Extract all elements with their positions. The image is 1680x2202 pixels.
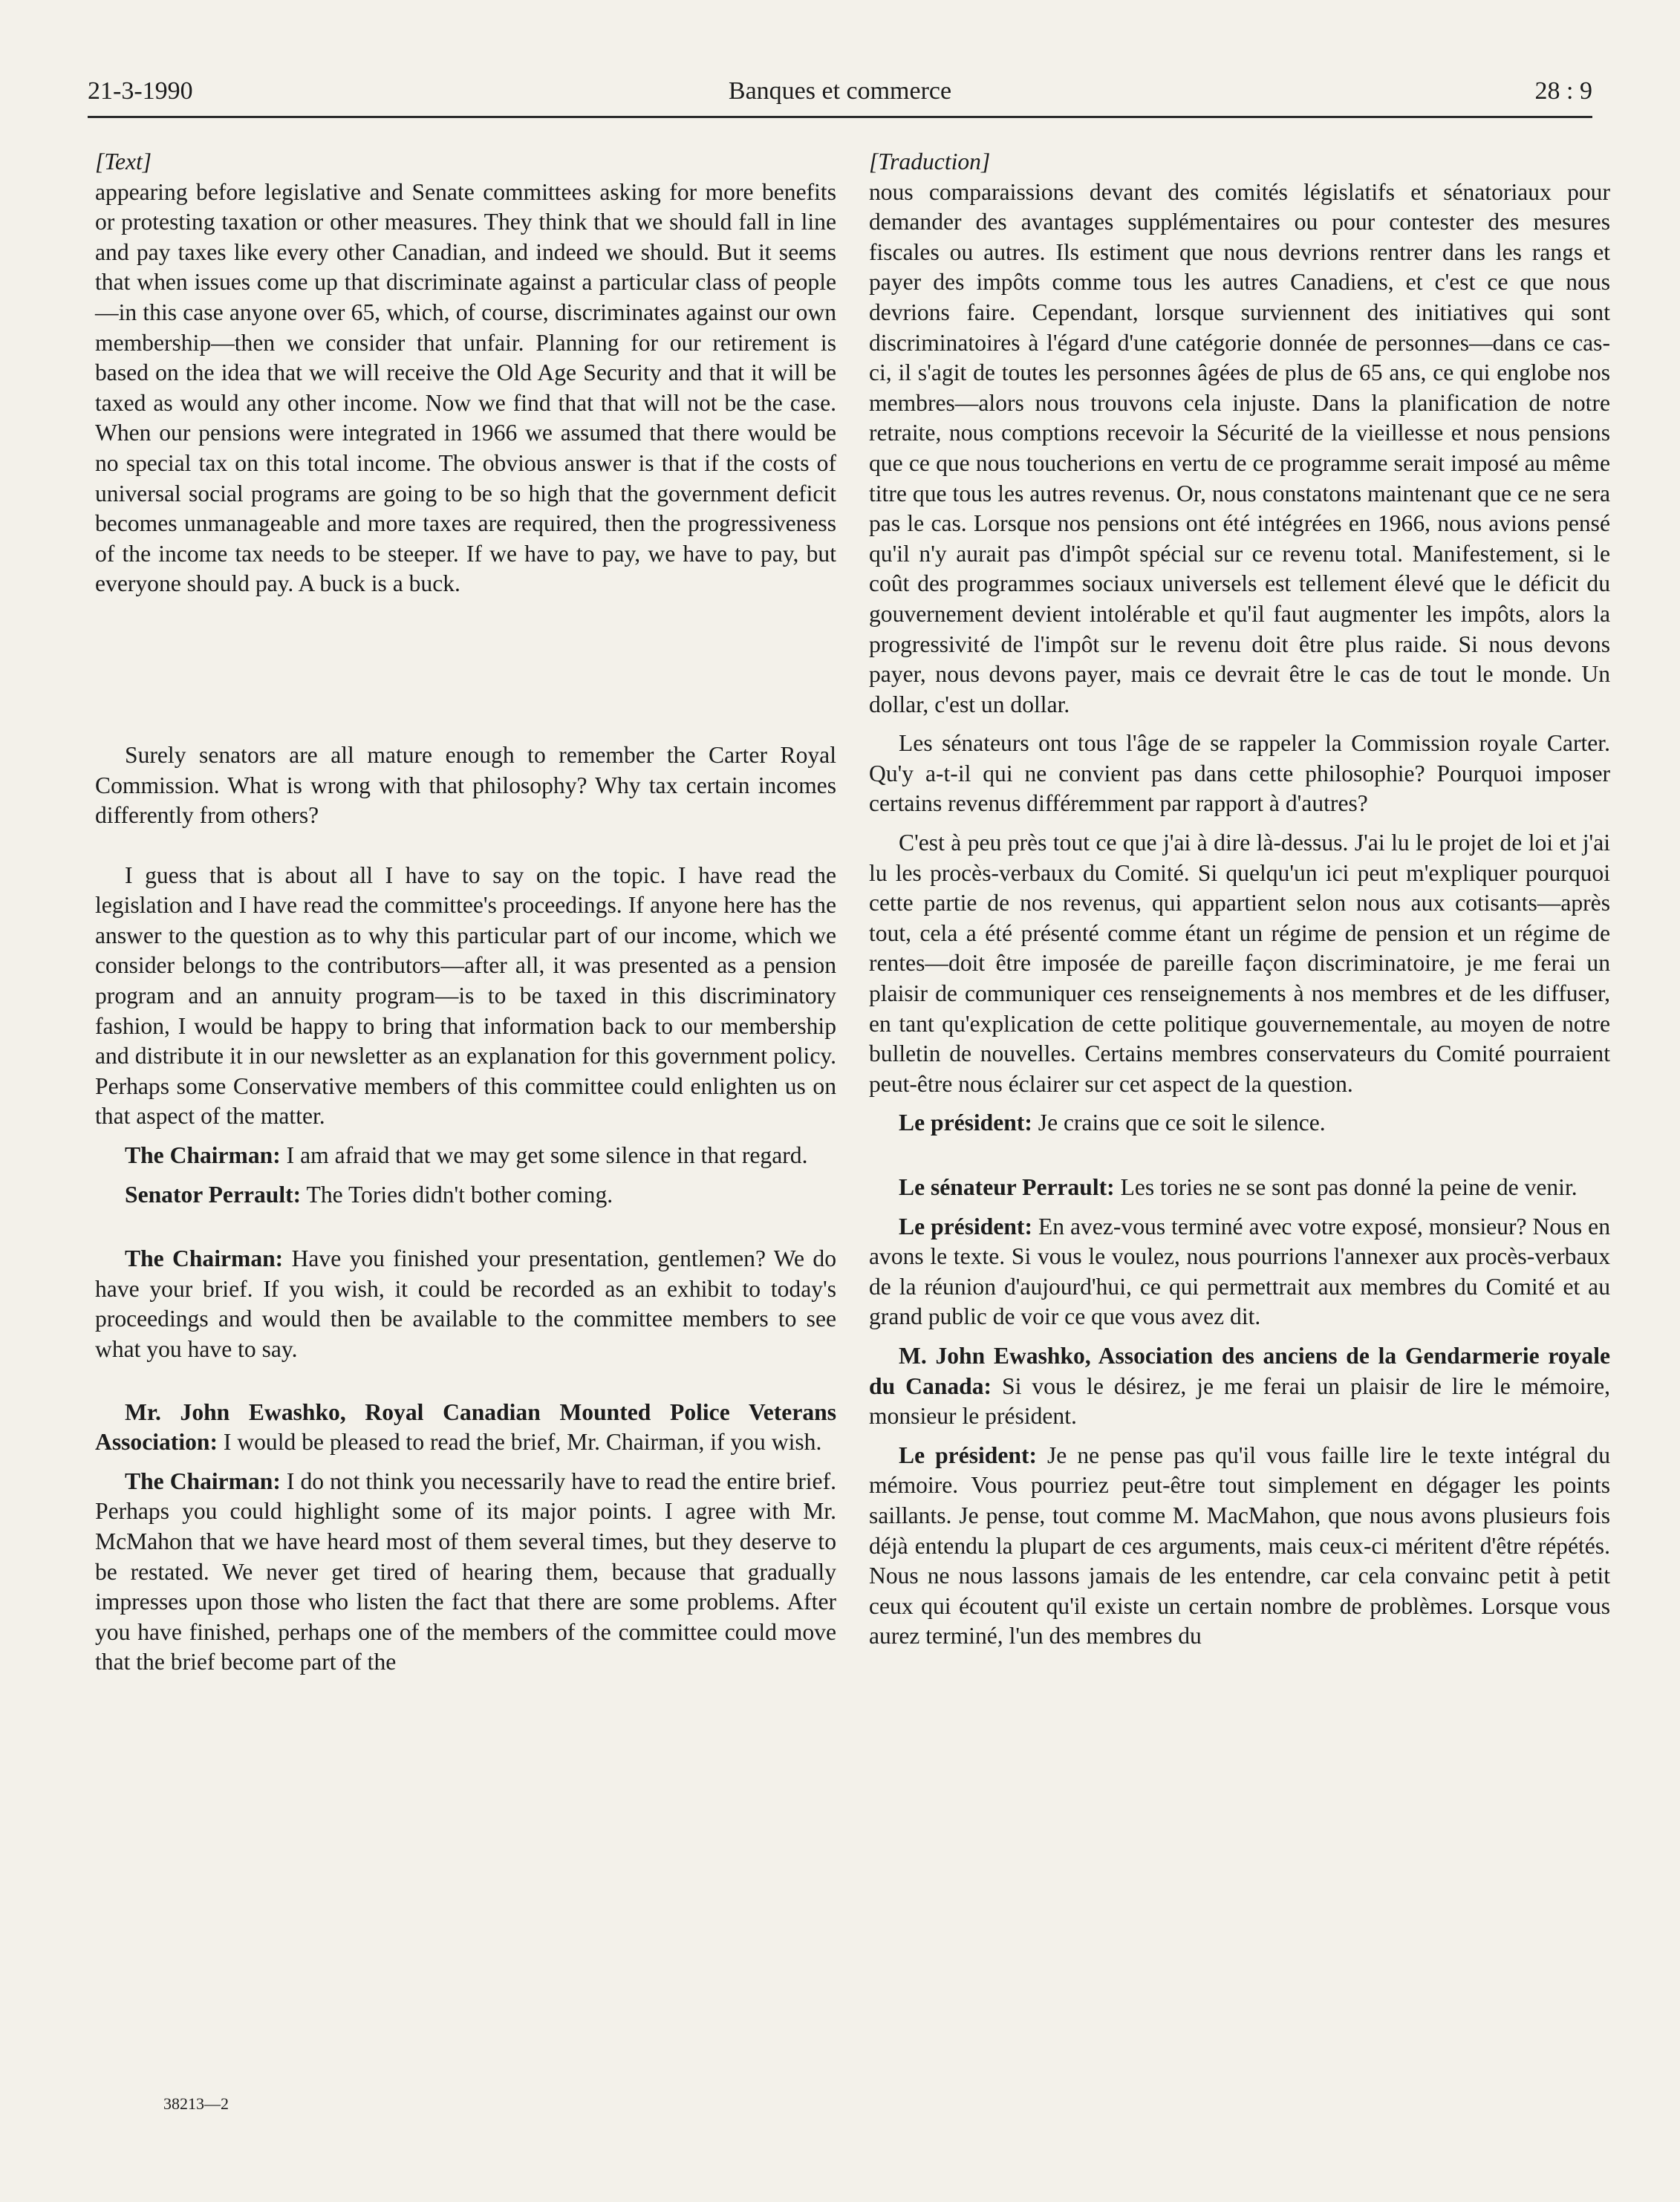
french-column: [869, 147, 1610, 1652]
speaker-name: Senator Perrault:: [125, 1181, 302, 1208]
footer-code: 38213—2: [163, 2094, 229, 2113]
speech-paragraph: [95, 1180, 836, 1211]
english-column: [95, 147, 836, 1678]
speech-paragraph: [95, 1141, 836, 1171]
page-header: [88, 74, 1592, 118]
speech-paragraph: [95, 1467, 836, 1678]
paragraph: Les sénateurs ont tous l'âge de se rappeler la Commission royale Carter. Qu'y a-t-il qui ne convient pas dans cette philosophie? Pourquoi imposer certains revenus différemment par rapport à d'autres?: [869, 730, 1610, 817]
speaker-name: The Chairman:: [125, 1468, 281, 1494]
header-page-number: 28 : 9: [1534, 77, 1592, 105]
speaker-name: The Chairman:: [125, 1142, 281, 1169]
paragraph: nous comparaissions devant des comités législatifs et sénatoriaux pour demander des avantages supplémentaires ou pour contester des mesures fiscales ou autres. Ils estiment que nous devrions rentrer dans les rangs et payer des impôts comme tous les autres Canadiens, et c'est ce que nous devrions faire. Cependant, lorsque surviennent des initiatives qui sont discriminatoires à l'égard d'une catégorie donnée de personnes—dans ce cas-ci, il s'agit de toutes les personnes âgées de plus de 65 ans, ce qui englobe nos membres—alors nous trouvons cela injuste. Dans la planification de notre retraite, nous comptions recevoir la Sécurité de la vieillesse et nous pensions que ce que nous toucherions en vertu de ce programme serait imposé au même titre que tous les autres revenus. Or, nous constatons maintenant que ce ne sera pas le cas. Lorsque nos pensions ont été intégrées en 1966, nous avions pensé qu'il n'y aurait pas d'impôt spécial sur ce revenu total. Manifestement, si le coût des programmes sociaux universels est tellement élevé que le déficit du gouvernement devient intolérable et qu'il faut augmenter les impôts, alors la progressivité de l'impôt sur le revenu doit être plus raide. Si nous devons payer, nous devons payer, mais ce devrait être le cas de tout le monde. Un dollar, c'est un dollar.: [869, 178, 1610, 717]
speech-paragraph: [869, 1341, 1610, 1432]
text-marker: [Text]: [95, 149, 152, 175]
header-title: Banques et commerce: [728, 77, 952, 105]
speech-paragraph: [869, 1441, 1610, 1652]
paragraph: I guess that is about all I have to say on the topic. I have read the legislation and I have read the committee's proceedings. If anyone here has the answer to the question as to why this particular part of our income, which we consider belongs to the contributors—after all, it was presented as a pension program and an annuity program—is to be taxed in this discriminatory fashion, I would be happy to bring that information back to our membership and distribute it in our newsletter as an explanation for this government policy. Perhaps some Conservative members of this committee could enlighten us on that aspect of the matter.: [95, 861, 836, 1130]
speech-paragraph: [869, 1108, 1610, 1139]
speech-text: The Tories didn't bother coming.: [301, 1181, 613, 1208]
paragraph: Surely senators are all mature enough to remember the Carter Royal Commission. What is wrong with that philosophy? Why tax certain incomes differently from others?: [95, 741, 836, 829]
speech-text: I am afraid that we may get some silence in that regard.: [280, 1142, 808, 1169]
paragraph: appearing before legislative and Senate committees asking for more benefits or protesting taxation or other measures. They think that we should fall in line and pay taxes like every other Canadian, and indeed we should. But it seems that when issues come up that discriminate against a particular class of people—in this case anyone over 65, which, of course, discriminates against our own membership—then we consider that unfair. Planning for our retirement is based on the idea that we will receive the Old Age Security and that it will be taxed as would any other income. Now we find that that will not be the case. When our pensions were integrated in 1966 we assumed that there would be no special tax on this total income. The obvious answer is that if the costs of universal social programs are going to be so high that the government deficit becomes unmanageable and more taxes are required, then the progressiveness of the income tax needs to be steeper. If we have to pay, we have to pay, but everyone should pay. A buck is a buck.: [95, 178, 836, 597]
speaker-name: Le sénateur Perrault:: [899, 1174, 1115, 1200]
speech-text: Je ne pense pas qu'il vous faille lire le texte intégral du mémoire. Vous pourriez peut-être tout simplement en dégager les points saillants. Je pense, tout comme M. MacMahon, que nous avons plusieurs fois déjà entendu la plupart de ces arguments, mais ceux-ci méritent d'être répétés. Nous ne nous lassons jamais de les entendre, car cela convainc petit à petit ceux qui écoutent qu'il existe un certain nombre de problèmes. Lorsque vous aurez terminé, l'un des membres du: [869, 1442, 1611, 1649]
speaker-name: The Chairman:: [125, 1245, 284, 1272]
speech-text: Si vous le désirez, je me ferai un plaisir de lire le mémoire, monsieur le président.: [869, 1372, 1610, 1430]
speech-paragraph: [869, 1173, 1610, 1203]
speech-text: En avez-vous terminé avec votre exposé, monsieur? Nous en avons le texte. Si vous le voulez, nous pourrions l'annexer aux procès-verbaux de la réunion d'aujourd'hui, ce qui permettrait aux membres du Comité et au grand public de voir ce que vous avez dit.: [869, 1213, 1611, 1330]
speech-text: Je crains que ce soit le silence.: [1032, 1110, 1326, 1136]
paragraph: C'est à peu près tout ce que j'ai à dire là-dessus. J'ai lu le projet de loi et j'ai lu les procès-verbaux du Comité. Si quelqu'un ici peut m'expliquer pourquoi cette partie de nos revenus, qui appartient selon nous aux cotisants—après tout, cela a été présenté comme étant un régime de pension et un régime de rentes—doit être imposée de pareille façon discriminatoire, je me ferai un plaisir de communiquer ces renseignements à nos membres et de les diffuser, en tant qu'explication de cette politique gouvernementale, au moyen de notre bulletin de nouvelles. Certains membres conservateurs du Comité pourraient peut-être nous éclairer sur cet aspect de la question.: [869, 830, 1610, 1097]
speaker-name: M. John Ewashko, Association des anciens de la Gendarmerie royale du Canada:: [869, 1342, 1610, 1399]
translation-marker: [Traduction]: [869, 149, 991, 175]
speaker-name: Le président:: [899, 1442, 1037, 1468]
speech-text: I would be pleased to read the brief, Mr. Chairman, if you wish.: [218, 1429, 822, 1456]
header-date: 21-3-1990: [88, 77, 193, 105]
speech-paragraph: [95, 1244, 836, 1364]
speech-text: Les tories ne se sont pas donné la peine de venir.: [1114, 1174, 1578, 1200]
speaker-name: Le président:: [899, 1110, 1032, 1136]
speech-paragraph: [95, 1398, 836, 1458]
speech-text: I do not think you necessarily have to read the entire brief. Perhaps you could highlight some of its major points. I agree with Mr. McMahon that we have heard most of them several times, but they deserve to be restated. We never get tired of hearing them, because that gradually impresses upon those who listen the fact that there are some problems. After you have finished, perhaps one of the members of the committee could move that the brief become part of the: [95, 1468, 836, 1675]
speech-paragraph: [869, 1212, 1610, 1332]
speaker-name: Le président:: [899, 1213, 1032, 1240]
speech-text: Have you finished your presentation, gentlemen? We do have your brief. If you wish, it could be recorded as an exhibit to today's proceedings and would then be available to the committee members to see what you have to say.: [95, 1245, 836, 1362]
speaker-name: Mr. John Ewashko, Royal Canadian Mounted Police Veterans Association:: [95, 1398, 836, 1456]
